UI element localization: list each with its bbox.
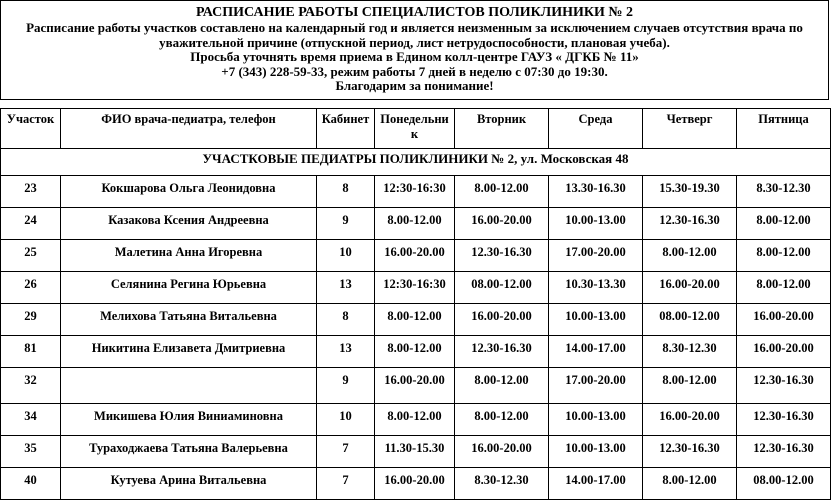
- col-header-thursday: Четверг: [643, 109, 737, 149]
- cell-friday: 16.00-20.00: [737, 336, 831, 368]
- cell-cabinet: 13: [317, 336, 375, 368]
- cell-cabinet: 9: [317, 208, 375, 240]
- cell-cabinet: 7: [317, 436, 375, 468]
- cell-tuesday: 12.30-16.30: [455, 336, 549, 368]
- cell-thursday: 8.30-12.30: [643, 336, 737, 368]
- col-header-monday: Понедельни к: [375, 109, 455, 149]
- cell-wednesday: 17.00-20.00: [549, 240, 643, 272]
- cell-uchastok: 34: [1, 404, 61, 436]
- cell-doctor-name: Кокшарова Ольга Леонидовна: [61, 176, 317, 208]
- cell-monday: 16.00-20.00: [375, 240, 455, 272]
- cell-uchastok: 24: [1, 208, 61, 240]
- table-row: [1, 240, 831, 272]
- cell-doctor-name: Малетина Анна Игоревна: [61, 240, 317, 272]
- cell-uchastok: 25: [1, 240, 61, 272]
- cell-cabinet: 10: [317, 240, 375, 272]
- cell-uchastok: 23: [1, 176, 61, 208]
- cell-thursday: 8.00-12.00: [643, 468, 737, 500]
- cell-thursday: 8.00-12.00: [643, 240, 737, 272]
- table-row: [1, 368, 831, 404]
- cell-monday: 8.00-12.00: [375, 304, 455, 336]
- table-row: [1, 468, 831, 500]
- cell-uchastok: 29: [1, 304, 61, 336]
- cell-thursday: 12.30-16.30: [643, 208, 737, 240]
- cell-wednesday: 10.00-13.00: [549, 304, 643, 336]
- section-row: [1, 149, 831, 176]
- table-row: [1, 436, 831, 468]
- schedule-title: РАСПИСАНИЕ РАБОТЫ СПЕЦИАЛИСТОВ ПОЛИКЛИНИКИ № 2: [195, 5, 633, 20]
- cell-wednesday: 10.30-13.30: [549, 272, 643, 304]
- cell-tuesday: 12.30-16.30: [455, 240, 549, 272]
- cell-wednesday: 14.00-17.00: [549, 336, 643, 368]
- cell-cabinet: 9: [317, 368, 375, 404]
- table-row: [1, 176, 831, 208]
- cell-friday: 8.00-12.00: [737, 208, 831, 240]
- cell-monday: 8.00-12.00: [375, 208, 455, 240]
- cell-friday: 12.30-16.30: [737, 436, 831, 468]
- cell-friday: 8.30-12.30: [737, 176, 831, 208]
- cell-friday: 8.00-12.00: [737, 240, 831, 272]
- table-row: [1, 404, 831, 436]
- cell-monday: 8.00-12.00: [375, 404, 455, 436]
- cell-monday: 8.00-12.00: [375, 336, 455, 368]
- cell-tuesday: 8.00-12.00: [455, 368, 549, 404]
- table-header-row: [1, 109, 831, 149]
- cell-tuesday: 8.30-12.30: [455, 468, 549, 500]
- cell-friday: 12.30-16.30: [737, 404, 831, 436]
- cell-cabinet: 8: [317, 176, 375, 208]
- cell-doctor-name: Тураходжаева Татьяна Валерьевна: [61, 436, 317, 468]
- cell-doctor-name: Селянина Регина Юрьевна: [61, 272, 317, 304]
- cell-tuesday: 16.00-20.00: [455, 304, 549, 336]
- cell-monday: 12:30-16:30: [375, 176, 455, 208]
- cell-cabinet: 10: [317, 404, 375, 436]
- cell-monday: 16.00-20.00: [375, 368, 455, 404]
- cell-thursday: 16.00-20.00: [643, 272, 737, 304]
- col-header-tuesday: Вторник: [455, 109, 549, 149]
- cell-wednesday: 10.00-13.00: [549, 436, 643, 468]
- section-title: УЧАСТКОВЫЕ ПЕДИАТРЫ ПОЛИКЛИНИКИ № 2, ул. Московская 48: [1, 149, 831, 176]
- cell-uchastok: 26: [1, 272, 61, 304]
- col-header-wednesday: Среда: [549, 109, 643, 149]
- cell-doctor-name: Мелихова Татьяна Витальевна: [61, 304, 317, 336]
- cell-cabinet: 8: [317, 304, 375, 336]
- cell-wednesday: 10.00-13.00: [549, 404, 643, 436]
- cell-friday: 08.00-12.00: [737, 468, 831, 500]
- cell-tuesday: 16.00-20.00: [455, 208, 549, 240]
- table-row: [1, 304, 831, 336]
- schedule-header: [0, 0, 829, 100]
- cell-thursday: 16.00-20.00: [643, 404, 737, 436]
- cell-doctor-name: Никитина Елизавета Дмитриевна: [61, 336, 317, 368]
- header-note-line-5: Благодарим за понимание!: [335, 78, 494, 93]
- cell-uchastok: 81: [1, 336, 61, 368]
- table-row: [1, 336, 831, 368]
- header-note-line-2: уважительной причине (отпускной период, лист нетрудоспособности, плановая учеба).: [159, 34, 670, 50]
- col-header-doctor: ФИО врача-педиатра, телефон: [61, 109, 317, 149]
- cell-uchastok: 32: [1, 368, 61, 404]
- cell-tuesday: 08.00-12.00: [455, 272, 549, 304]
- schedule-table: [0, 108, 831, 500]
- cell-cabinet: 7: [317, 468, 375, 500]
- cell-friday: 16.00-20.00: [737, 304, 831, 336]
- cell-wednesday: 17.00-20.00: [549, 368, 643, 404]
- cell-wednesday: 13.30-16.30: [549, 176, 643, 208]
- header-note-line-3: Просьба уточнять время приема в Едином колл-центре ГАУЗ « ДГКБ № 11»: [190, 49, 639, 64]
- cell-wednesday: 10.00-13.00: [549, 208, 643, 240]
- cell-friday: 12.30-16.30: [737, 368, 831, 404]
- cell-monday: 12:30-16:30: [375, 272, 455, 304]
- table-row: [1, 208, 831, 240]
- cell-thursday: 8.00-12.00: [643, 368, 737, 404]
- header-note-line-4: +7 (343) 228-59-33, режим работы 7 дней в неделю с 07:30 до 19:30.: [221, 63, 608, 79]
- cell-tuesday: 8.00-12.00: [455, 404, 549, 436]
- col-header-friday: Пятница: [737, 109, 831, 149]
- cell-doctor-name: Казакова Ксения Андреевна: [61, 208, 317, 240]
- cell-friday: 8.00-12.00: [737, 272, 831, 304]
- cell-uchastok: 40: [1, 468, 61, 500]
- cell-doctor-name: Микишева Юлия Виниаминовна: [61, 404, 317, 436]
- cell-wednesday: 14.00-17.00: [549, 468, 643, 500]
- col-header-cabinet: Кабинет: [317, 109, 375, 149]
- cell-doctor-name: Кутуева Арина Витальевна: [61, 468, 317, 500]
- col-header-uchastok: Участок: [1, 109, 61, 149]
- cell-tuesday: 8.00-12.00: [455, 176, 549, 208]
- cell-tuesday: 16.00-20.00: [455, 436, 549, 468]
- cell-doctor-name: [61, 368, 317, 404]
- cell-monday: 16.00-20.00: [375, 468, 455, 500]
- table-row: [1, 272, 831, 304]
- cell-cabinet: 13: [317, 272, 375, 304]
- header-note-line-1: Расписание работы участков составлено на календарный год и является неизменным за исключением случаев отсутствия врача по: [26, 20, 803, 35]
- cell-thursday: 15.30-19.30: [643, 176, 737, 208]
- cell-thursday: 08.00-12.00: [643, 304, 737, 336]
- cell-uchastok: 35: [1, 436, 61, 468]
- cell-thursday: 12.30-16.30: [643, 436, 737, 468]
- cell-monday: 11.30-15.30: [375, 436, 455, 468]
